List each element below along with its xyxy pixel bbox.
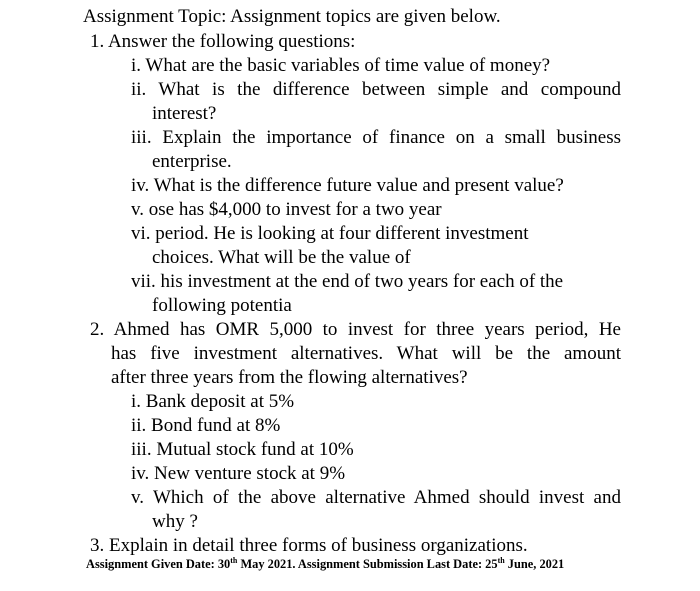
submission-date-ordinal: th — [497, 556, 505, 565]
q1-item-vi-cont: choices. What will be the value of — [152, 247, 411, 268]
assignment-heading: Assignment Topic: Assignment topics are given below. — [83, 6, 501, 27]
q2-item-ii: ii. Bond fund at 8% — [131, 415, 281, 436]
question-2-line-1: 2. Ahmed has OMR 5,000 to invest for three years period, He — [90, 319, 621, 340]
submission-date-rest: June, 2021 — [504, 557, 565, 571]
q1-item-v: v. ose has $4,000 to invest for a two year — [131, 199, 442, 220]
q1-item-i: i. What are the basic variables of time value of money? — [131, 55, 551, 76]
q1-item-ii: ii. What is the difference between simple and compound — [131, 79, 621, 100]
q2-item-iii: iii. Mutual stock fund at 10% — [131, 439, 354, 460]
q1-item-vi: vi. period. He is looking at four different investment — [131, 223, 529, 244]
q1-item-iv: iv. What is the difference future value and present value? — [131, 175, 564, 196]
given-date-ordinal: th — [230, 556, 238, 565]
q2-item-i: i. Bank deposit at 5% — [131, 391, 295, 412]
question-2-line-3: after three years from the flowing alternatives? — [111, 367, 468, 388]
q2-item-v-cont: why ? — [152, 511, 198, 532]
q1-item-vii: vii. his investment at the end of two years for each of the — [131, 271, 564, 292]
question-3: 3. Explain in detail three forms of business organizations. — [90, 535, 528, 556]
submission-date-label: May 2021. Assignment Submission Last Date: 25 — [237, 557, 498, 571]
q1-item-ii-cont: interest? — [152, 103, 217, 124]
q1-item-vii-cont: following potentia — [152, 295, 292, 316]
q1-item-iii-cont: enterprise. — [152, 151, 232, 172]
question-1-label: 1. Answer the following questions: — [90, 31, 356, 52]
q1-item-iii: iii. Explain the importance of finance on a small business — [131, 127, 621, 148]
q2-item-v: v. Which of the above alternative Ahmed should invest and — [131, 487, 621, 508]
q2-item-iv: iv. New venture stock at 9% — [131, 463, 346, 484]
question-2-line-2: has five investment alternatives. What will be the amount — [111, 343, 621, 364]
assignment-dates-footer — [86, 556, 564, 572]
given-date-label: Assignment Given Date: 30 — [86, 557, 231, 571]
